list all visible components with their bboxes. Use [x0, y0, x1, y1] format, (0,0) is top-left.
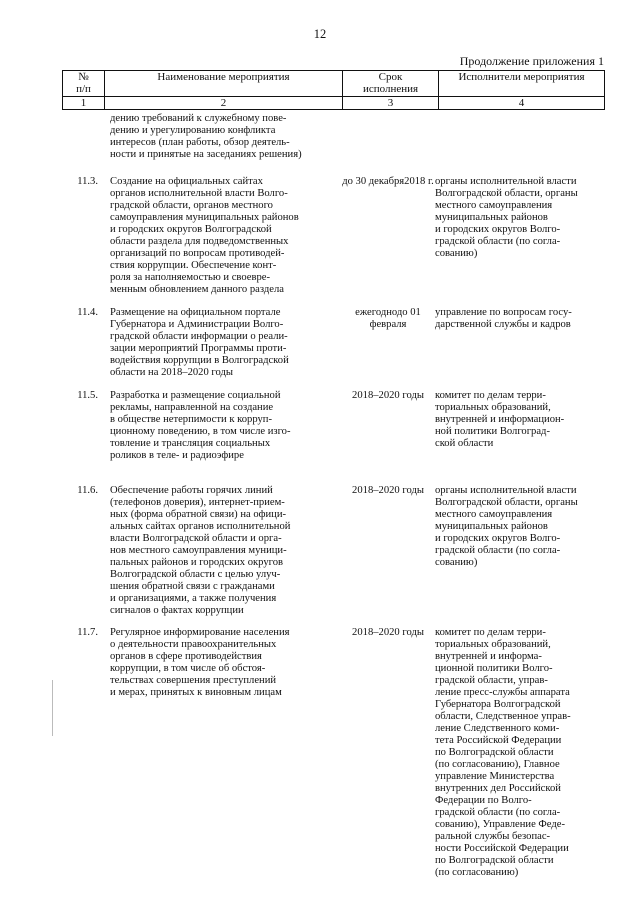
deadline [339, 485, 437, 497]
executors-line: комитет по делам терри- [435, 390, 546, 401]
executors-line: органы исполнительной власти [435, 176, 577, 187]
activity-name-line: Разработка и размещение социальной [110, 390, 281, 401]
activity-name [110, 390, 373, 462]
activity-name-line: области раздела для подведомственных [110, 236, 289, 247]
activity-name-line: ствия коррупции. Обеспечение конт- [110, 260, 277, 271]
activity-name-line: ных (форма обратной связи) на офици- [110, 509, 287, 520]
executors-line: управление по вопросам госу- [435, 307, 572, 318]
header-executors: Исполнители мероприятия [439, 71, 605, 97]
executors-line: сованию) [435, 557, 478, 568]
header-name: Наименование мероприятия [105, 71, 343, 97]
activity-name [110, 485, 373, 617]
activity-name-line: пальных районов и городских округов [110, 557, 284, 568]
margin-mark [52, 680, 53, 736]
executors-line: и городских округов Волго- [435, 533, 561, 544]
activity-name-line: области на 2018–2020 годы [110, 367, 233, 378]
executors-line: дарственной службы и кадров [435, 319, 571, 330]
header-index-2: 2 [105, 97, 343, 110]
deadline [339, 627, 437, 639]
header-term: Срок исполнения [343, 71, 439, 97]
activity-name-line: о деятельности правоохранительных [110, 639, 277, 650]
activity-name-line: сигналов о фактах коррупции [110, 605, 244, 616]
executors-line: местного самоуправления [435, 509, 553, 520]
executors [435, 627, 602, 879]
activity-name-line: менным обновлением данного раздела [110, 284, 284, 295]
activity-name-line: ности и принятые на заседаниях решения) [110, 149, 302, 160]
activity-name-line: шения обратной связи с гражданами [110, 581, 275, 592]
activity-name-line: роля за наполняемостью и своевре- [110, 272, 270, 283]
deadline-line: 2018 г. [404, 176, 434, 187]
executors-line: внутренних дел Российской [435, 783, 561, 794]
page-number: 12 [313, 27, 327, 41]
activity-name-line: самоуправления муниципальных районов [110, 212, 299, 223]
activity-name-line: Волгоградской области с целью улуч- [110, 569, 281, 580]
executors [435, 176, 602, 260]
header-index-1: 1 [63, 97, 105, 110]
activity-name-line: градской области информации о реали- [110, 331, 288, 342]
executors-line: (по согласованию) [435, 867, 519, 878]
executors-line: органы исполнительной власти [435, 485, 577, 496]
executors-line: ление пресс-службы аппарата [435, 687, 570, 698]
executors-line: сованию), Управление Феде- [435, 819, 565, 830]
activity-name-line: Регулярное информирование населения [110, 627, 290, 638]
activity-name-line: водействия коррупции в Волгоградской [110, 355, 289, 366]
executors-line: ционной политики Волго- [435, 663, 553, 674]
activity-name-line: рекламы, направленной на создание [110, 402, 274, 413]
activity-name-line: Размещение на официальном портале [110, 307, 281, 318]
activity-name [110, 307, 373, 379]
executors-line: внутренней и информа- [435, 651, 542, 662]
activity-name-line: дению требований к служебному пове- [110, 113, 287, 124]
header-index-4: 4 [439, 97, 605, 110]
activity-name-line: товление и трансляция социальных [110, 438, 271, 449]
executors-line: и городских округов Волго- [435, 224, 561, 235]
activity-name-line: в обществе нетерпимости к корруп- [110, 414, 272, 425]
row-number: 11.3. [77, 176, 98, 187]
executors-line: ториальных образований, [435, 639, 551, 650]
executors-line: Волгоградской области, органы [435, 188, 578, 199]
executors-line: управление Министерства [435, 771, 555, 782]
executors [435, 307, 602, 331]
executors-line: (по согласованию), Главное [435, 759, 560, 770]
executors-line: комитет по делам терри- [435, 627, 546, 638]
executors [435, 390, 602, 450]
executors-line: муниципальных районов [435, 521, 548, 532]
activity-name-line: нов местного самоуправления муници- [110, 545, 287, 556]
executors-line: ной политики Волгоград- [435, 426, 550, 437]
deadline-line: 2018–2020 годы [352, 627, 424, 638]
executors-line: ности Российской Федерации [435, 843, 569, 854]
activity-name-line: Губернатора и Администрации Волго- [110, 319, 284, 330]
activity-name-line: тельствах совершения преступлений [110, 675, 277, 686]
deadline [339, 390, 437, 402]
activity-name [110, 113, 373, 161]
row-number: 11.6. [77, 485, 98, 496]
activity-name-line: альных сайтах органов исполнительной [110, 521, 291, 532]
executors-line: местного самоуправления [435, 200, 553, 211]
deadline [339, 307, 437, 331]
executors-line: ториальных образований, [435, 402, 551, 413]
executors-line: ральной службы безопас- [435, 831, 551, 842]
activity-name-line: дению и урегулированию конфликта [110, 125, 276, 136]
executors [435, 485, 602, 569]
header-index-3: 3 [343, 97, 439, 110]
activity-name-line: Обеспечение работы горячих линий [110, 485, 273, 496]
activity-name-line: роликов в теле- и радиоэфире [110, 450, 244, 461]
deadline-line: 2018–2020 годы [352, 390, 424, 401]
row-number: 11.4. [77, 307, 98, 318]
activity-name-line: органов в сфере противодействия [110, 651, 262, 662]
activity-name-line: организаций по вопросам противодей- [110, 248, 285, 259]
executors-line: области, Следственное управ- [435, 711, 571, 722]
executors-line: градской области (по согла- [435, 236, 561, 247]
activity-name-line: коррупции, в том числе об обстоя- [110, 663, 266, 674]
executors-line: градской области (по согла- [435, 807, 561, 818]
activity-name-line: власти Волгоградской области и орга- [110, 533, 282, 544]
header-num: № п/п [63, 71, 105, 97]
executors-line: тета Российской Федерации [435, 735, 562, 746]
executors-line: градской области (по согла- [435, 545, 561, 556]
activity-name-line: интересов (план работы, обзор деятель- [110, 137, 290, 148]
activity-name [110, 627, 373, 699]
executors-line: Федерации по Волго- [435, 795, 532, 806]
deadline-line: до 30 декабря [342, 176, 405, 187]
executors-line: Губернатора Волгоградской [435, 699, 561, 710]
activity-name-line: ционному поведению, в том числе изго- [110, 426, 291, 437]
activity-name-line: и мерах, принятых к виновным лицам [110, 687, 282, 698]
executors-line: по Волгоградской области [435, 747, 554, 758]
continuation-label: Продолжение приложения 1 [459, 54, 604, 68]
deadline-line: 2018–2020 годы [352, 485, 424, 496]
executors-line: Волгоградской области, органы [435, 497, 578, 508]
activity-name-line: и городских округов Волгоградской [110, 224, 272, 235]
deadline-line: до 01 февраля [369, 307, 421, 330]
executors-line: градской области, управ- [435, 675, 548, 686]
executors-line: муниципальных районов [435, 212, 548, 223]
deadline [339, 176, 437, 188]
activity-name [110, 176, 373, 296]
deadline-line: ежегодно [355, 307, 397, 318]
table-header [62, 70, 605, 110]
activity-name-line: (телефонов доверия), интернет-прием- [110, 497, 285, 508]
executors-line: ление Следственного коми- [435, 723, 560, 734]
activity-name-line: зации мероприятий Программы проти- [110, 343, 287, 354]
executors-line: по Волгоградской области [435, 855, 554, 866]
activity-name-line: Создание на официальных сайтах [110, 176, 263, 187]
row-number: 11.7. [77, 627, 98, 638]
executors-line: сованию) [435, 248, 478, 259]
row-number: 11.5. [77, 390, 98, 401]
executors-line: внутренней и информацион- [435, 414, 565, 425]
activity-name-line: и организациями, а также получения [110, 593, 277, 604]
activity-name-line: градской области, органов местного [110, 200, 273, 211]
activity-name-line: органов исполнительной власти Волго- [110, 188, 288, 199]
executors-line: ской области [435, 438, 494, 449]
